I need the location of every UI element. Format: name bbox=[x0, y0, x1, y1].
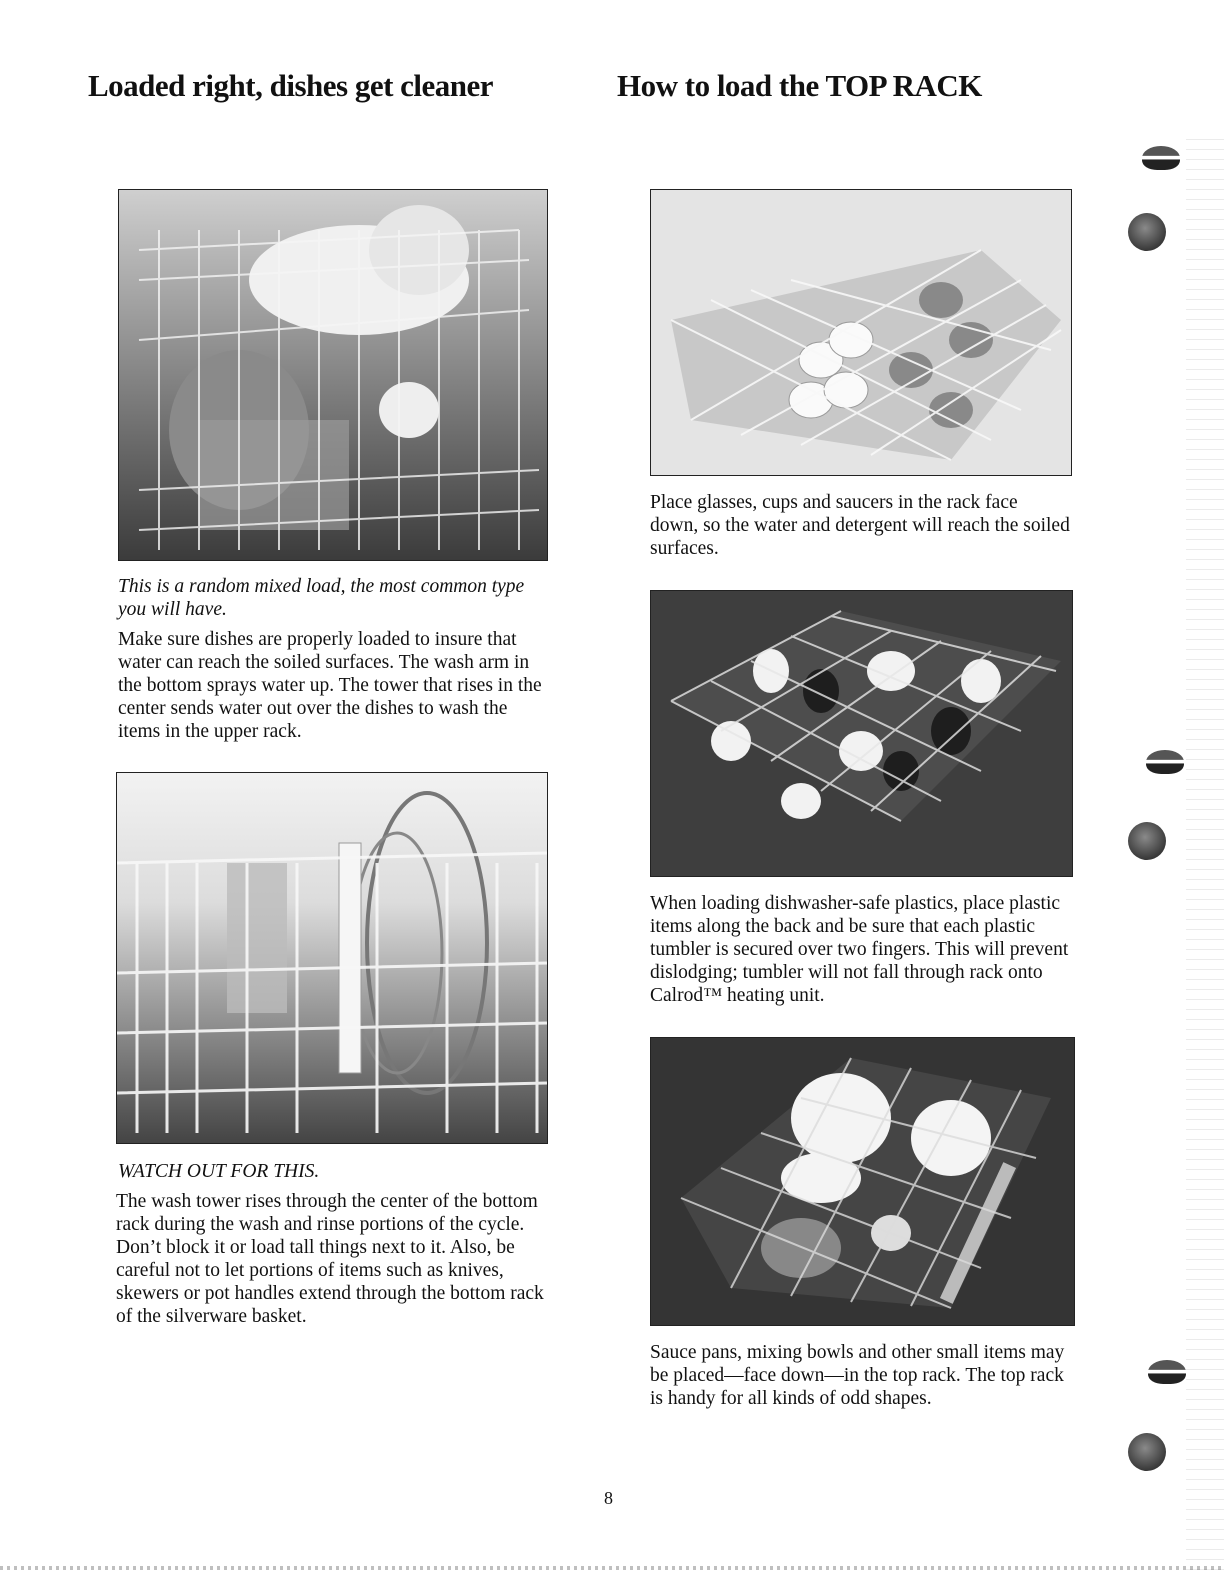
binder-hole-icon bbox=[1128, 213, 1166, 251]
caption-mixed-load-italic: This is a random mixed load, the most common type you will have. bbox=[118, 576, 525, 620]
photo-mixed-load bbox=[118, 189, 548, 561]
photo-sauce-pans bbox=[650, 1037, 1075, 1326]
photo-wash-tower bbox=[116, 772, 548, 1144]
page-number: 8 bbox=[604, 1488, 613, 1508]
text-sauce-pans: Sauce pans, mixing bowls and other small items may be placed—face down—in the top rack. The top rack is handy for all kinds of odd shapes. bbox=[650, 1342, 1065, 1409]
binder-hole-half-icon bbox=[1148, 1360, 1186, 1384]
text-watch-out: The wash tower rises through the center of the bottom rack during the wash and rinse portions of the cycle. Don’t block it or load tall things next to it. Also, be careful not to let portions of items such as knives, skewers or pot handles extend through the bottom rack of the silverware basket. bbox=[116, 1191, 544, 1327]
text-glasses-cups: Place glasses, cups and saucers in the rack face down, so the water and detergent will reach the soiled surfaces. bbox=[650, 492, 1070, 559]
photo-plastics bbox=[650, 590, 1073, 877]
scan-bottom-artifact bbox=[0, 1566, 1224, 1570]
scan-edge-artifact bbox=[1186, 130, 1224, 1570]
heading-top-rack: How to load the TOP RACK bbox=[617, 68, 982, 103]
binder-hole-icon bbox=[1128, 822, 1166, 860]
binder-hole-half-icon bbox=[1142, 146, 1180, 170]
photo-glasses-cups bbox=[650, 189, 1072, 476]
text-plastics: When loading dishwasher-safe plastics, place plastic items along the back and be sure that each plastic tumbler is secured over two fingers. This will prevent dislodging; tumbler will not fall through rack onto Calrod™ heating unit. bbox=[650, 893, 1069, 1006]
binder-hole-icon bbox=[1128, 1433, 1166, 1471]
caption-watch-out: WATCH OUT FOR THIS. bbox=[118, 1161, 320, 1182]
heading-loaded-right: Loaded right, dishes get cleaner bbox=[88, 68, 494, 103]
binder-hole-half-icon bbox=[1146, 750, 1184, 774]
text-mixed-load: Make sure dishes are properly loaded to insure that water can reach the soiled surfaces. The wash arm in the bottom sprays water up. The tower that rises in the center sends water out over the dishes to wash the items in the upper rack. bbox=[118, 629, 542, 742]
